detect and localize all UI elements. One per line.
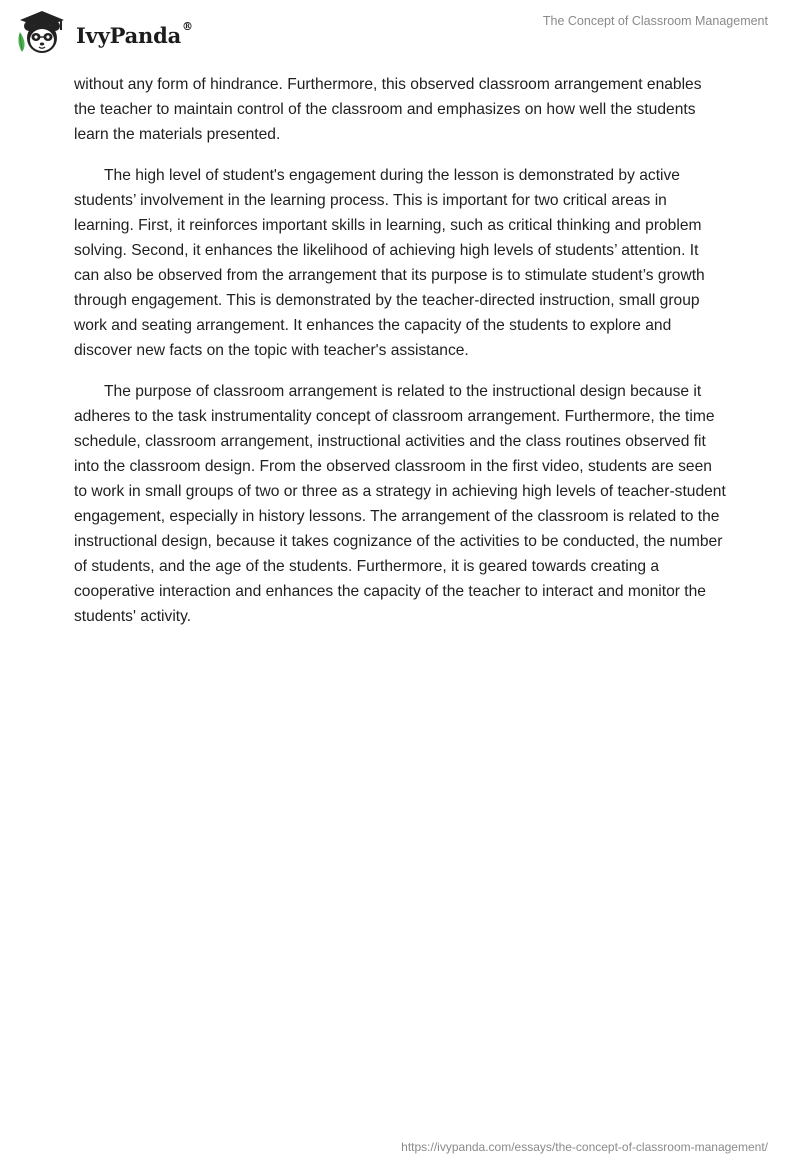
document-title: The Concept of Classroom Management [542,14,768,28]
brand-name: IvyPanda® [76,19,193,48]
paragraph-3: The purpose of classroom arrangement is related to the instructional design because it adheres to the task instrumentality concept of classroom arrangement. Furthermore, the time schedule, classroom arrangement, instructional activities and the class routines observed fit into the classroom design. From the observed classroom in the first video, students are seen to work in small groups of two or three as a strategy in achieving high levels of teacher-student engagement, especially in history lessons. The arrangement of the classroom is related to the instructional design, because it takes cognizance of the activities to be conducted, the number of students, and the age of the students. Furthermore, it is geared towards creating a cooperative interaction and enhances the capacity of the teacher to interact and monitor the students' activity. [74,383,726,625]
registered-mark: ® [182,19,193,33]
ivypanda-logo[interactable] [14,8,193,58]
paragraph-2: The high level of student's engagement during the lesson is demonstrated by active students’ involvement in the learning process. This is important for two critical areas in learning. First, it reinforces important skills in learning, such as critical thinking and problem solving. Second, it enhances the likelihood of achieving high levels of students’ attention. It can also be observed from the arrangement that its purpose is to stimulate student’s growth through engagement. This is demonstrated by the teacher-directed instruction, small group work and seating arrangement. It enhances the capacity of the students to explore and discover new facts on the topic with teacher's assistance. [74,167,705,359]
page-header [0,0,800,70]
essay-body [74,72,726,645]
panda-graduate-icon [14,8,72,58]
source-url[interactable]: https://ivypanda.com/essays/the-concept-of-classroom-management/ [401,1140,768,1154]
paragraph-1: without any form of hindrance. Furthermore, this observed classroom arrangement enables the teacher to maintain control of the classroom and emphasizes on how well the students learn the materials presented. [74,76,702,143]
